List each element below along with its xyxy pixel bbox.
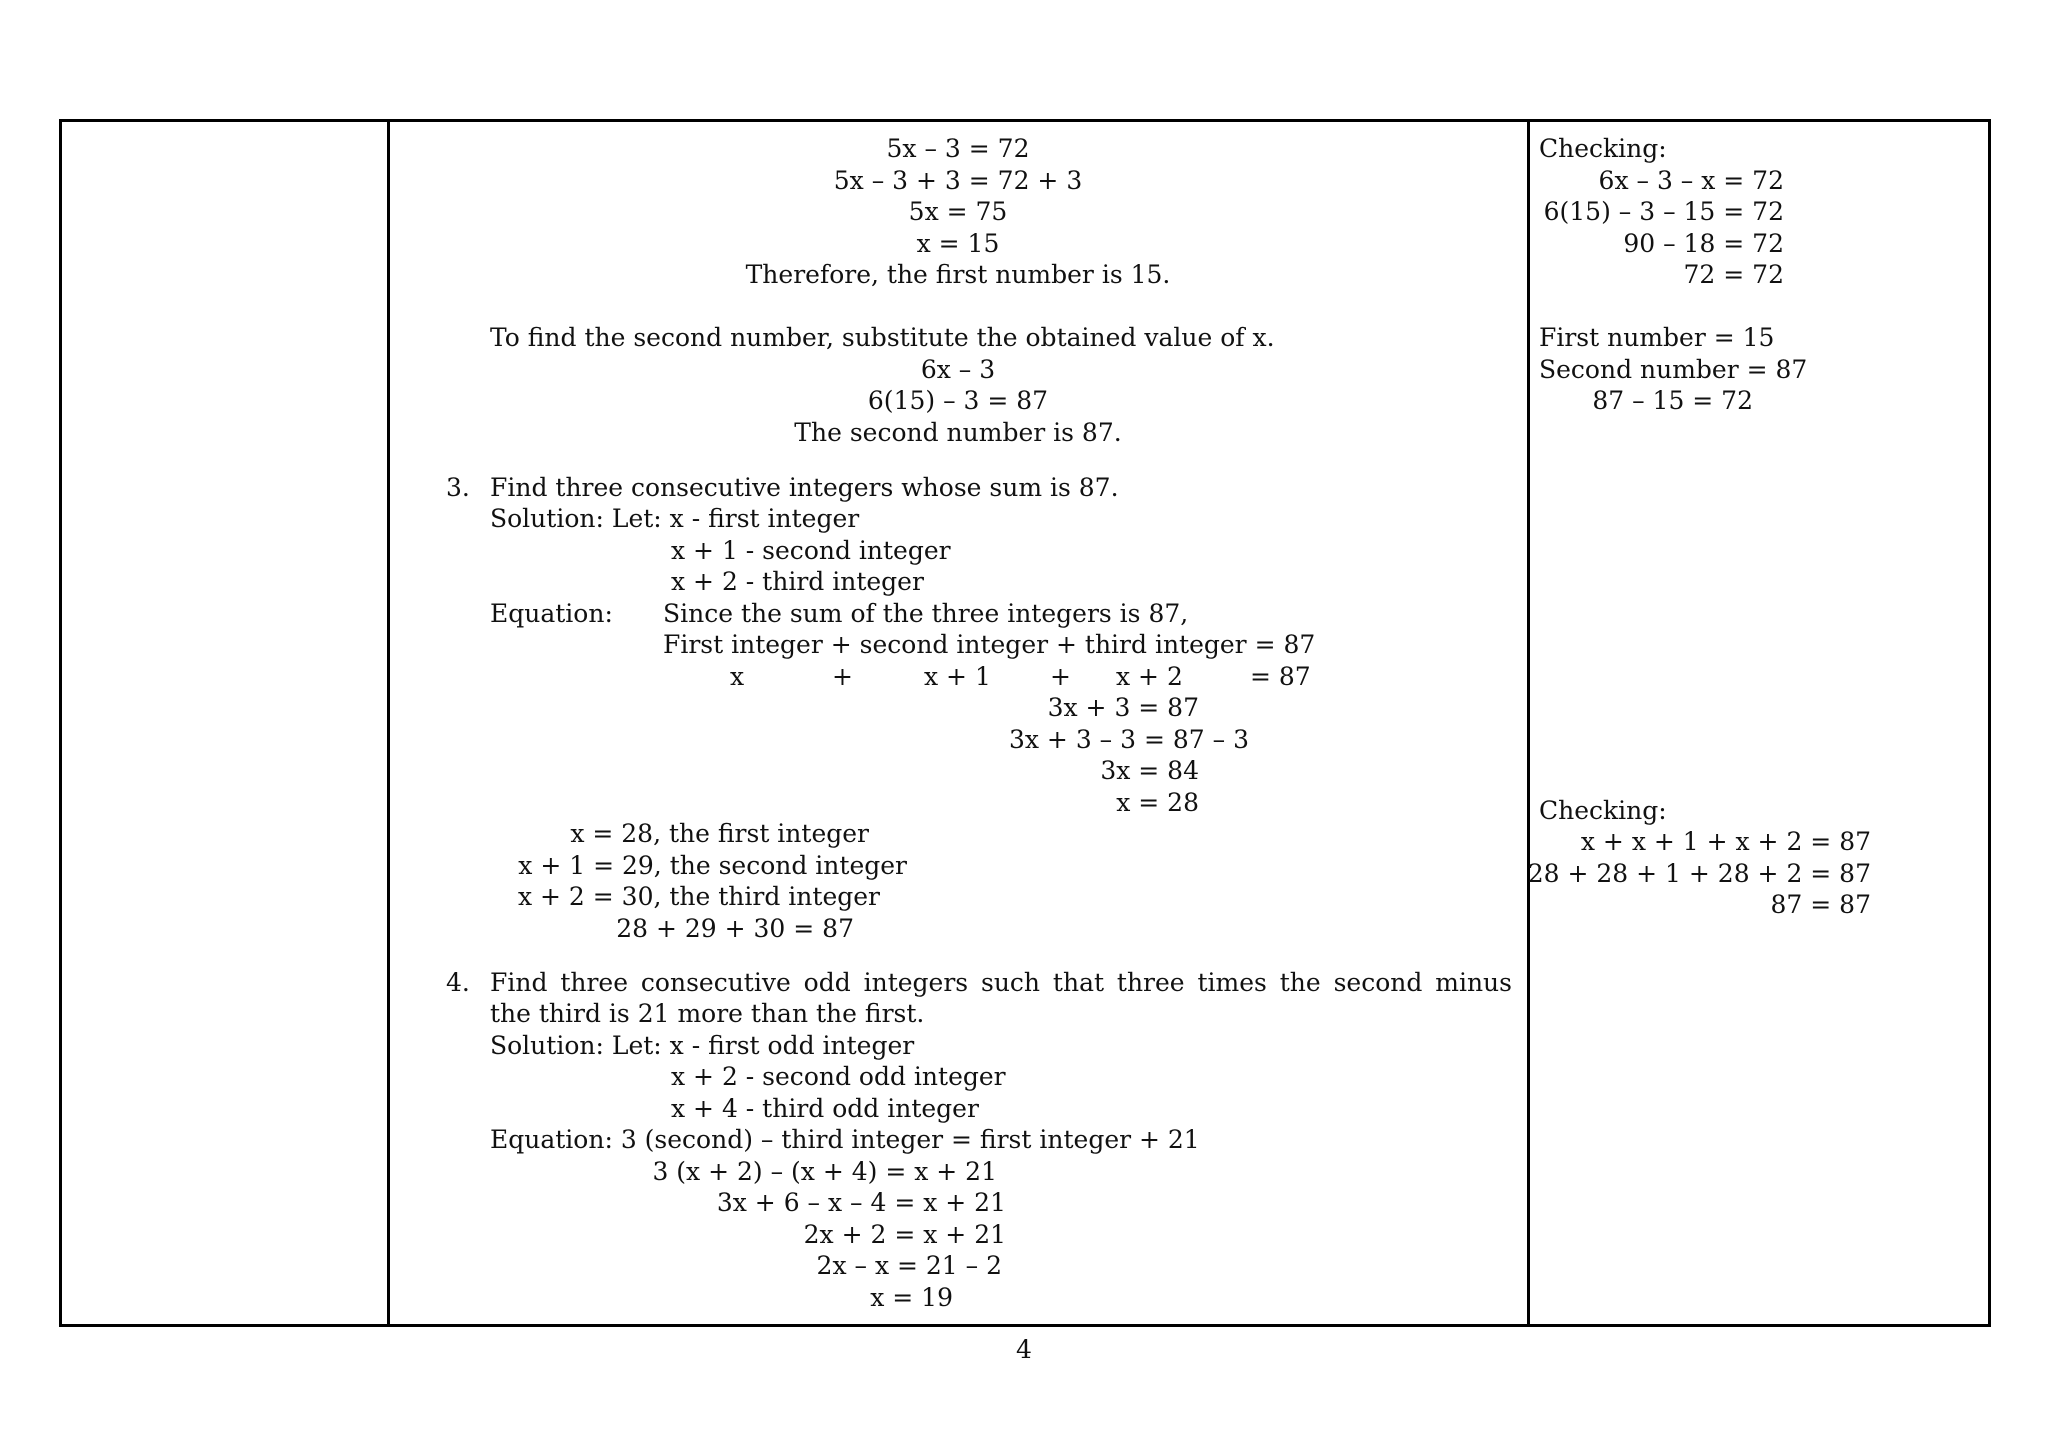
equation-term: x + 2 xyxy=(1116,662,1183,691)
equation-term: = 87 xyxy=(1250,662,1311,691)
answer-line: x = 28, the first integer xyxy=(570,819,869,848)
item-number: 3. xyxy=(446,473,470,502)
equation-line: 3x + 6 – x – 4 = x + 21 xyxy=(716,1188,1006,1217)
solution-let: Solution: Let: x - first odd integer xyxy=(490,1031,915,1060)
conclusion-text: Therefore, the first number is 15. xyxy=(745,260,1171,289)
result-line: Second number = 87 xyxy=(1539,355,1808,384)
check-line: 6x – 3 – x = 72 xyxy=(1598,166,1784,195)
equation-line: 5x = 75 xyxy=(908,197,1008,226)
equation-line: 5x – 3 + 3 = 72 + 3 xyxy=(833,166,1083,195)
answer-line: x + 2 = 30, the third integer xyxy=(517,882,880,911)
check-line: 87 = 87 xyxy=(1770,890,1871,919)
equation-line: 2x + 2 = x + 21 xyxy=(803,1220,1006,1249)
result-line: First number = 15 xyxy=(1539,323,1775,352)
variable-definition: x + 2 - second odd integer xyxy=(671,1062,1006,1091)
problem-statement: Find three consecutive odd integers such that three times the second minus xyxy=(490,968,1512,997)
checking-heading: Checking: xyxy=(1539,134,1667,163)
conclusion-text: The second number is 87. xyxy=(794,418,1122,447)
equation-line: 2x – x = 21 – 2 xyxy=(816,1251,1002,1280)
equation-line: 6(15) – 3 = 87 xyxy=(867,386,1049,415)
check-line: 6(15) – 3 – 15 = 72 xyxy=(1543,197,1784,226)
equation-operator: + xyxy=(832,662,853,691)
answer-line: x + 1 = 29, the second integer xyxy=(518,851,907,880)
equation-line: 3x + 3 – 3 = 87 – 3 xyxy=(1008,725,1249,754)
equation-text: Since the sum of the three integers is 87, xyxy=(663,599,1189,628)
equation-text: Equation: 3 (second) – third integer = first integer + 21 xyxy=(490,1125,1200,1154)
equation-term: x + 1 xyxy=(924,662,991,691)
problem-statement: Find three consecutive integers whose sum is 87. xyxy=(490,473,1119,502)
page-number: 4 xyxy=(1016,1335,1032,1364)
problem-statement: the third is 21 more than the first. xyxy=(490,999,925,1028)
column-divider-left xyxy=(387,119,390,1327)
check-line: x + x + 1 + x + 2 = 87 xyxy=(1580,827,1871,856)
equation-line: 5x – 3 = 72 xyxy=(886,134,1030,163)
check-line: 28 + 28 + 1 + 28 + 2 = 87 xyxy=(1527,859,1871,888)
equation-label: Equation: xyxy=(490,599,613,628)
equation-line: 3x = 84 xyxy=(1100,756,1199,785)
equation-term: x xyxy=(730,662,745,691)
equation-line: x = 28 xyxy=(1116,788,1199,817)
equation-line: x = 15 xyxy=(916,229,1000,258)
equation-line: 3 (x + 2) – (x + 4) = x + 21 xyxy=(652,1157,997,1186)
check-line: 90 – 18 = 72 xyxy=(1623,229,1784,258)
variable-definition: x + 2 - third integer xyxy=(671,567,924,596)
column-divider-right xyxy=(1527,119,1530,1327)
variable-definition: x + 4 - third odd integer xyxy=(671,1094,979,1123)
equation-line: 6x – 3 xyxy=(920,355,996,384)
answer-line: 28 + 29 + 30 = 87 xyxy=(616,914,854,943)
checking-heading: Checking: xyxy=(1539,796,1667,825)
variable-definition: x + 1 - second integer xyxy=(671,536,951,565)
instruction-text: To find the second number, substitute the obtained value of x. xyxy=(490,323,1275,352)
check-line: 87 – 15 = 72 xyxy=(1592,386,1753,415)
equation-operator: + xyxy=(1050,662,1071,691)
equation-line: 3x + 3 = 87 xyxy=(1047,693,1199,722)
equation-line: x = 19 xyxy=(870,1283,953,1312)
item-number: 4. xyxy=(446,968,470,997)
solution-let: Solution: Let: x - first integer xyxy=(490,504,860,533)
equation-text: First integer + second integer + third integer = 87 xyxy=(663,630,1316,659)
check-line: 72 = 72 xyxy=(1683,260,1784,289)
